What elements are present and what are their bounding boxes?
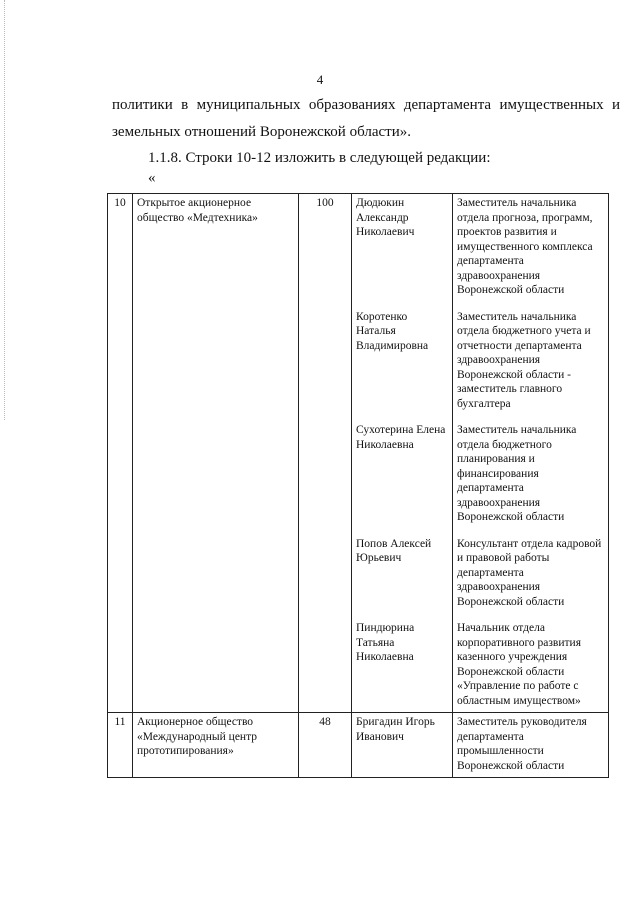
open-quote: «: [148, 170, 156, 186]
member-name: Пиндюрина Татьяна Николаевна: [352, 619, 453, 713]
organization-name: Акционерное общество «Международный центр прототипирования»: [133, 713, 299, 778]
member-name: Попов Алексей Юрьевич: [352, 535, 453, 620]
state-share: 100: [299, 194, 352, 713]
member-position: Заместитель начальника отдела прогноза, программ, проектов развития и имущественного комплекса департамента здравоохранения Воронежской области: [453, 194, 609, 308]
row-number: 11: [108, 713, 133, 778]
row-number: 10: [108, 194, 133, 713]
member-position: Заместитель начальника отдела бюджетного планирования и финансирования департамента здравоохранения Воронежской области: [453, 421, 609, 535]
member-position: Заместитель руководителя департамента промышленности Воронежской области: [453, 713, 609, 778]
table-row: [108, 713, 609, 778]
member-position: Заместитель начальника отдела бюджетного учета и отчетности департамента здравоохранения Воронежской области - заместитель главного бухгалтера: [453, 308, 609, 422]
table-row: [108, 194, 609, 308]
board-members-table: [107, 193, 609, 778]
amendment-clause: 1.1.8. Строки 10-12 изложить в следующей редакции:: [148, 150, 491, 166]
organization-name: Открытое акционерное общество «Медтехника»: [133, 194, 299, 713]
page-number: 4: [316, 72, 324, 87]
member-position: Консультант отдела кадровой и правовой работы департамента здравоохранения Воронежской области: [453, 535, 609, 620]
member-name: Сухотерина Елена Николаевна: [352, 421, 453, 535]
scan-margin-artifact: [4, 0, 7, 420]
member-name: Коротенко Наталья Владимировна: [352, 308, 453, 422]
member-position: Начальник отдела корпоративного развития казенного учреждения Воронежской области «Управление по работе с областным имуществом»: [453, 619, 609, 713]
paragraph-line-2: земельных отношений Воронежской области».: [112, 124, 411, 140]
member-name: Дюдюкин Александр Николаевич: [352, 194, 453, 308]
state-share: 48: [299, 713, 352, 778]
member-name: Бригадин Игорь Иванович: [352, 713, 453, 778]
paragraph-line-1: политики в муниципальных образованиях департамента имущественных и: [112, 97, 620, 113]
